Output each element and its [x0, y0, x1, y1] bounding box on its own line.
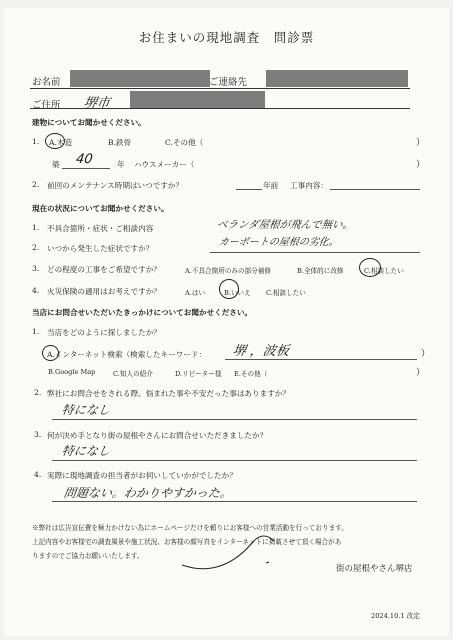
how-found-question: 当店をどのように探しましたか？	[47, 328, 161, 337]
contact-label: ご連絡先	[209, 77, 248, 88]
reason-q2-num: 2.	[34, 388, 42, 397]
current-heading: 現在の状況についてお聞かせください。	[32, 204, 169, 213]
footer-note-line1: ※弊社は広告宣伝費を極力かけない為にホームページだけを頼りにお客様への営業活動を行っております。	[32, 524, 348, 532]
other-source-option: E.その他（	[234, 370, 268, 378]
house-maker-close: ）	[416, 160, 426, 170]
reason-q4-num: 4.	[34, 470, 42, 479]
current-q1-num: 1.	[32, 223, 40, 232]
work-content-line	[330, 189, 420, 190]
shop-name: 街の屋根やさん堺店	[336, 564, 413, 574]
deciding-factor-answer-line	[52, 460, 417, 461]
work-content-label: 工事内容：	[290, 181, 328, 190]
internet-search-circle	[42, 345, 59, 361]
worries-question: 弊社にお問合せをされる際、悩まれた事や不安だった事はありますか？	[47, 389, 290, 398]
name-underline	[30, 88, 410, 89]
worries-answer-line	[52, 419, 417, 420]
maintenance-question: 前回のメンテナンス時期はいつですか？	[47, 181, 184, 190]
search-keyword-line	[225, 359, 417, 360]
option-steel: B.鉄骨	[108, 138, 132, 147]
address-redacted	[130, 91, 265, 108]
footer-note-line2: 上記内容やお客様宅の調査風景や施工状況、お客様の顔写真をインターネットに掲載させて頂く場合があ	[32, 538, 342, 546]
option-wood-circle	[45, 133, 65, 149]
current-q3-num: 3.	[32, 264, 40, 273]
since-when-question: いつから発生した症状ですか？	[47, 244, 154, 253]
reason-q1-num: 1.	[32, 327, 40, 336]
inspector-impression-question: 実際に現地調査の担当者がお伺いしていかがでしたか？	[47, 471, 237, 480]
work-scope-question: どの程度の工事をご希望ですか？	[47, 265, 161, 274]
acquaintance-option: C.知人の紹介	[113, 370, 153, 378]
option-wood: A.木造	[49, 138, 73, 147]
internet-search-option: A.インターネット検索（検索したキーワード：	[47, 350, 207, 359]
insurance-option-a: A.はい	[185, 289, 206, 297]
deciding-factor-question: 何が決め手となり街の屋根やさんにお問合せいただきましたか？	[47, 431, 268, 440]
option-other: C.その他（	[165, 138, 204, 147]
work-scope-option-c: C.相談したい	[364, 267, 404, 275]
footer-note-line3: りますのでご協力お願いいたします。	[32, 552, 144, 560]
address-label: ご住所	[32, 100, 61, 111]
revision-date: 2024.10.1 改定	[371, 612, 420, 620]
repeater-option: D.リピーター様	[175, 370, 222, 378]
other-source-close: ）	[416, 368, 426, 378]
current-q2-num: 2.	[32, 243, 40, 252]
age-underline	[62, 168, 110, 169]
insurance-option-b-circle	[219, 279, 239, 299]
maintenance-years-label: 年前	[263, 181, 279, 190]
since-when-answer: カーポートの屋根の劣化。	[217, 237, 340, 248]
house-maker-label: ハウスメーカー（	[134, 160, 195, 169]
contact-redacted	[266, 70, 408, 87]
reason-q3-num: 3.	[34, 430, 42, 439]
option-other-close: ）	[416, 138, 426, 148]
name-redacted	[70, 70, 210, 87]
reason-heading: 当店にお問合せいただいたきっかけについてお聞かせください。	[32, 308, 253, 317]
age-suffix: 年	[117, 160, 125, 169]
page-title: お住まいの現地調査 問診票	[138, 30, 315, 45]
deciding-factor-answer: 特になし	[60, 444, 111, 458]
work-scope-option-a: A.不具合箇所のみの部分補修	[185, 267, 271, 275]
internet-search-close: ）	[421, 349, 431, 359]
address-underline	[30, 108, 410, 109]
age-prefix: 築	[52, 160, 60, 169]
symptom-answer-line	[210, 252, 420, 253]
inspector-impression-answer-line	[52, 501, 417, 502]
symptom-question: 不具合箇所・症状・ご相談内容	[47, 224, 154, 233]
work-scope-option-b: B.全体的に改修	[297, 267, 344, 275]
building-heading: 建物についてお聞かせください。	[32, 118, 146, 127]
inspector-impression-answer: 問題ない。わかりやすかった。	[62, 486, 233, 500]
building-q1-num: 1.	[32, 137, 40, 146]
worries-answer: 特になし	[60, 403, 111, 417]
maintenance-years-line	[236, 189, 262, 190]
google-map-option: B.Google Map	[48, 368, 96, 376]
pen-stroke-mark	[180, 525, 300, 575]
insurance-option-c: C.相談したい	[266, 289, 306, 297]
address-handwritten: 堺市	[82, 96, 111, 111]
insurance-option-b: B.いいえ	[224, 289, 251, 297]
building-q2-num: 2.	[32, 180, 40, 189]
work-scope-option-c-circle	[359, 258, 381, 277]
insurance-question: 火災保険の適用はお考えですか？	[47, 287, 161, 296]
search-keyword-answer: 堺 ，波板	[231, 344, 290, 359]
symptom-answer: ベランダ屋根が飛んで無い。	[216, 219, 354, 231]
age-handwritten: 40	[74, 152, 94, 167]
current-q4-num: 4.	[32, 286, 40, 295]
name-label: お名前	[32, 77, 61, 88]
